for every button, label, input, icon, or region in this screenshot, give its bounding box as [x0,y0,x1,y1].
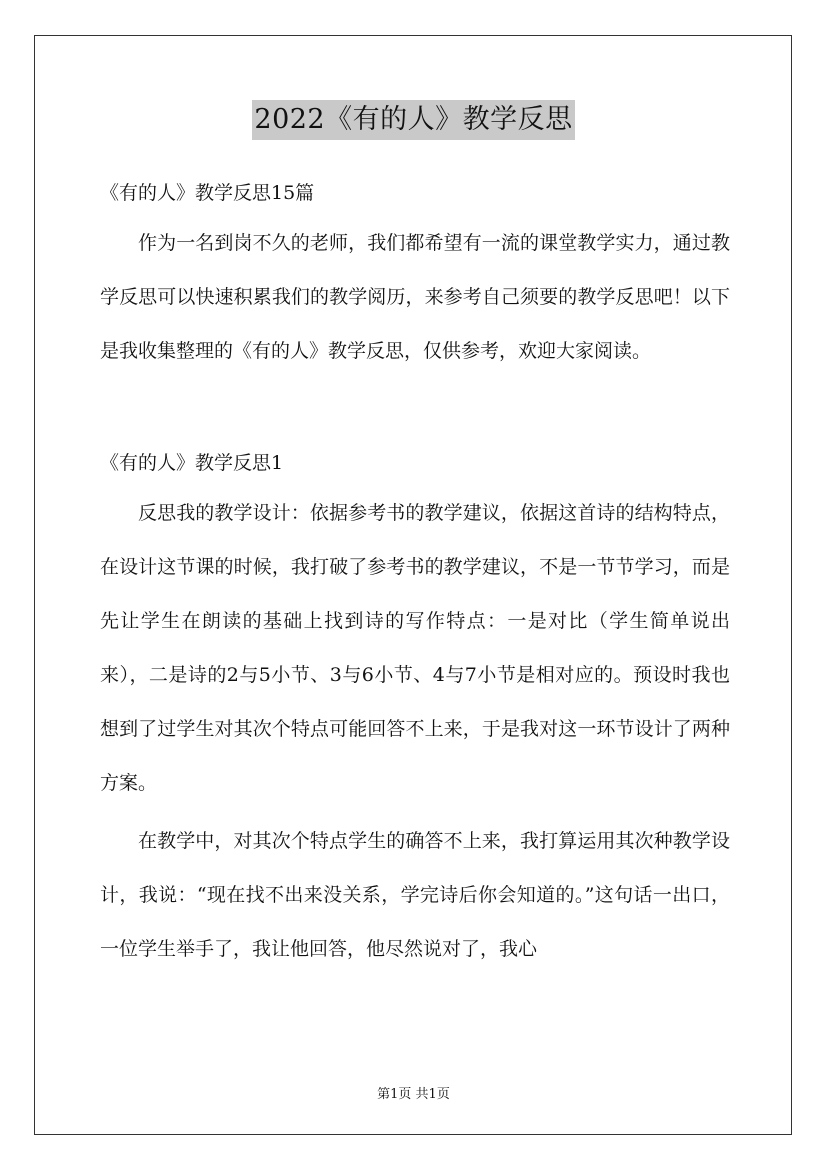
document-title: 2022《有的人》教学反思 [252,100,574,140]
subtitle: 《有的人》教学反思15篇 [100,182,315,204]
body-paragraph-1: 反思我的教学设计：依据参考书的教学建议，依据这首诗的结构特点，在设计这节课的时候，我打破了参考书的教学建议，不是一节节学习，而是先让学生在朗读的基础上找到诗的写作特点：一是对比（学生简单说出来），二是诗的2与5小节、3与6小节、4与7小节是相对应的。预设时我也想到了过学生对其次个特点可能回答不上来，于是我对这一环节设计了两种方案。 [100,502,730,794]
section-heading: 《有的人》教学反思1 [100,452,284,474]
body-paragraph-2: 在教学中，对其次个特点学生的确答不上来，我打算运用其次种教学设计，我说：“现在找不出来没关系，学完诗后你会知道的。”这句话一出口，一位学生举手了，我让他回答，他尽然说对了，我心 [100,830,730,960]
spacer [100,378,730,440]
intro-paragraph: 作为一名到岗不久的老师，我们都希望有一流的课堂教学实力，通过教学反思可以快速积累我们的教学阅历，来参考自己须要的教学反思吧！以下是我收集整理的《有的人》教学反思，仅供参考，欢迎大家阅读。 [100,232,730,362]
page-footer: 第1页 共1页 [377,1087,450,1102]
title-block [0,100,827,140]
document-body [100,170,730,976]
